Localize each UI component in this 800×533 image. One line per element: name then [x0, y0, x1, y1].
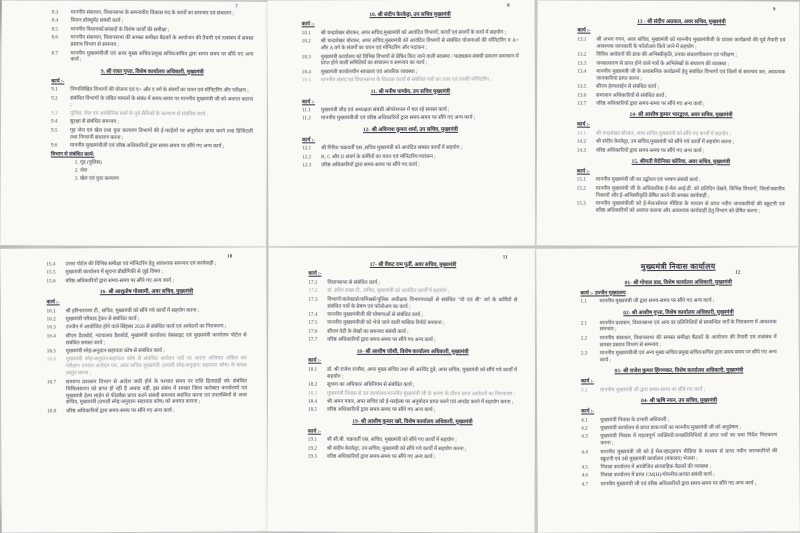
work-item — [46, 260, 246, 268]
item-number: 10.4 — [301, 69, 311, 76]
item-number: 16.2 — [46, 316, 56, 323]
item-number: 4.5 — [581, 464, 588, 471]
work-item — [51, 87, 253, 95]
works-label: कार्य :- — [308, 271, 322, 278]
item-text: मुख्यमंत्री कार्यालय में सूचना प्रौद्योगिकी से जुड़े विषय ; — [65, 269, 163, 276]
item-number: 15.4 — [46, 261, 56, 268]
works-label: कार्य :- — [576, 168, 590, 175]
item-text: वरिष्ठ अधिकारियों द्वारा समय-समय पर सौंपे गए अन्य कार्य ; — [326, 407, 436, 414]
work-item — [577, 147, 785, 155]
item-number: 13.4 — [577, 68, 587, 75]
work-item — [47, 307, 247, 315]
item-number: 18.2 — [308, 381, 318, 388]
work-item — [51, 119, 253, 127]
work-item — [308, 399, 517, 407]
works-label: कार्य :- — [308, 358, 322, 365]
item-text: माननीय मुख्यमंत्री जी के अधिकारिक ई-मेल आई.डी. को प्रतिदिन देखने, विभिन्न विभागों, जिलों/स्थानीय निकायों और ई-अभिस्वीकृति प्रेषित करने की समस्त कार्यवाही ; — [595, 185, 785, 199]
item-text: जनसाधारण से प्राप्त होने वाले पत्रों के अभिलेखों के संधारण की व्यवस्था ; — [596, 60, 730, 67]
item-number: 16.8 — [47, 408, 57, 415]
work-item — [577, 60, 785, 68]
work-item — [308, 337, 517, 345]
section-heading: 13 - श्री संदीप अग्रवाल, अवर सचिव, मुख्यमंत्री — [637, 18, 726, 25]
item-number: 15.3 — [576, 200, 586, 207]
item-text: मुख्यमंत्री निवास के प्रभारी अधिकारी ; — [600, 416, 670, 423]
item-text: माननीय मुख्यमंत्रीजी को भेजे जाने वाली मासिक रिपोर्ट बनवाना ; — [327, 320, 445, 327]
page-content — [537, 0, 800, 215]
work-item — [308, 279, 517, 287]
page-content — [268, 0, 536, 169]
work-item — [577, 101, 785, 109]
item-number: 8.3 — [51, 9, 59, 16]
item-number: 14.3 — [576, 147, 586, 154]
item-text: मुख्यमंत्री परिवाद ट्रेकर से संबंधित कार्य ; — [65, 315, 140, 323]
works-label: कार्य :- — [302, 136, 316, 144]
item-number: 4.7 — [581, 481, 589, 488]
work-item — [581, 448, 777, 463]
department-list-item: 1. गृह (पुलिस) — [74, 159, 102, 167]
work-item — [308, 437, 517, 445]
work-item — [302, 77, 519, 85]
works-label: कार्य :- — [580, 378, 595, 385]
work-item — [308, 407, 517, 415]
page-content — [1, 0, 268, 184]
work-item — [302, 115, 519, 123]
item-number: 18.1 — [308, 366, 318, 373]
item-text: विधानसभा से संबंधित कार्य ; — [327, 279, 380, 286]
item-text: माननीय मुख्यमंत्रीजी एवं वरिष्ठ अधिकारियों द्वारा समय-समय पर सौंपे गए अन्य कार्य ; — [320, 115, 476, 122]
page-number: 8 — [507, 3, 510, 9]
item-number: 8.7 — [51, 50, 58, 57]
work-item — [308, 390, 517, 398]
item-number: 4.2 — [581, 425, 588, 432]
works-label: कार्य :- — [301, 21, 315, 28]
item-text: डॉ. हरीश सखा टी., सचिव, मुख्यमंत्री को आवंटित कार्यों में सहयोग ; — [327, 287, 450, 295]
item-number: 17.1 — [308, 279, 318, 286]
item-number: 15.6 — [46, 278, 56, 285]
item-number: 18.3 — [307, 390, 318, 397]
item-text: मुख्यमंत्री कार्यालयीन स्वच्छता एवं आंतरिक व्यवस्था ; — [320, 68, 418, 76]
item-number: 16.5 — [46, 348, 56, 355]
item-number: 19.2 — [307, 445, 317, 452]
work-item — [302, 68, 519, 76]
work-item — [581, 424, 777, 432]
section-heading: 18- श्री आशीष जोशी, विशेष कार्यालय अधिकारी, मुख्यमंत्री — [356, 348, 469, 355]
item-number: 9.4 — [50, 118, 58, 125]
item-number: 4.1 — [581, 416, 588, 424]
work-item — [580, 298, 776, 306]
item-text: गृह जेल एवं खेल तथा युवा कल्याण विभागों की ई-फाईलों पर अनुमोदन प्राप्त करने तथा डिजिटली तथा निगरानी संधारण करना ; — [69, 127, 253, 141]
section-heading: 10. श्री संदीप केरकेट्टा, उप सचिव मुख्यमंत्री — [369, 11, 451, 18]
work-item — [51, 35, 253, 50]
item-number: 9.5 — [50, 127, 58, 134]
work-item — [581, 386, 777, 394]
item-text: मुख्यमंत्री स्नेह/अनुदान/सहायता कोष से संबंधित आवेदन पत्रों पर अपना अभिमत अंकित कर परीक्षण उपरांत आवेदन पत्र, अवर सचिव मुख्यमंत्री (प्रभारी स्नेह/अनुदान/ सहायता कोष) के समक्ष प्रस्तुत करना ; — [65, 355, 247, 377]
work-item — [52, 26, 254, 34]
page-number: 9 — [772, 7, 776, 13]
item-number: 19.3 — [307, 453, 317, 460]
item-text: विभागों/कलेक्टर्स/कमिश्नर्स/पुलिस अधीक्षक विभागाध्यक्षों से संबंधित "यो एवं बी" वर्ग के कर्मियों से संबंधित पत्रों के प्रेषण एवं फॉलोअप का कार्य ; — [327, 296, 518, 310]
item-number: 18.5 — [307, 407, 318, 414]
scanned-page-8 — [268, 0, 536, 246]
item-text: मुख्यमंत्री कार्यालय से प्राप्त डाक/पत्रों का माननीय मुख्यमंत्री जी को अनुप्रेषण ; — [600, 424, 742, 432]
item-text: निवास कार्यालय में प्राप्त CM(H)/गोपनीय/अत्यंत संबंधी कार्य ; — [600, 472, 715, 479]
item-text: मुख्यमंत्री स्नेह/अनुदान सहायता कोष से संबंधित कार्य ; — [65, 347, 165, 355]
section-heading: 04- श्री ऋषि नयन, उप सचिव, मुख्यमंत्री — [641, 397, 718, 405]
item-number: 17.4 — [308, 311, 318, 318]
item-text: माननीय मुख्यमंत्री जी एवं वरिष्ठ अधिकारियों द्वारा समय-समय पर सौंपे गए अन्य कार्य ; — [600, 480, 757, 488]
work-item — [47, 332, 247, 347]
work-item — [577, 84, 785, 92]
item-number: 19.1 — [307, 436, 317, 443]
item-number: 16.4 — [46, 333, 56, 340]
work-item — [47, 378, 247, 407]
page-content — [268, 248, 536, 462]
item-number: 10.2 — [301, 38, 311, 45]
work-item — [581, 433, 777, 448]
scanned-page-10 — [0, 247, 267, 532]
work-item — [582, 480, 778, 488]
item-text: वरिष्ठ अधिकारियों द्वारा समय-समय पर सौंपे गए अन्य कार्य ; — [595, 147, 705, 154]
work-item — [302, 153, 519, 161]
work-item — [577, 69, 785, 84]
section-heading: 9. श्री रजत गुप्ता, विशेष कार्यालय अधिकारी, मुख्यमंत्री — [100, 68, 204, 76]
work-item — [302, 38, 519, 53]
section-heading: 03- श्री राजेश कुमार हिंगणकर, विशेष कार्यालय अधिकारी, मुख्यमंत्री — [614, 368, 744, 375]
item-number: 2.2 — [580, 335, 588, 342]
work-item — [47, 324, 247, 332]
works-label: कार्य :- — [576, 121, 591, 129]
item-number: 16.1 — [46, 307, 56, 314]
works-label: कार्य :- — [307, 428, 321, 435]
works-label: कार्य :- उज्जैन मुख्यालय — [580, 290, 626, 297]
item-number: 13.6 — [577, 92, 587, 99]
item-number: 14.1 — [576, 130, 587, 137]
section-heading: 02- श्री आशीष गुप्ता, विशेष कार्यालय अधिकारी, मुख्यमंत्री — [623, 309, 734, 316]
item-text: श्री चन्द्रशेखर बोरकर, अपर सचिव,मुख्यमंत्री को आवंटित विभागों, कार्यों एवं संवर्गों के कार्य में सहयोग ; — [320, 29, 507, 37]
item-number: 16.6 — [46, 356, 56, 363]
item-number: 14.2 — [576, 138, 587, 145]
item-text: वरिष्ठ अधिकारियों द्वारा समय-समय पर सौंपे गए अन्य कार्य ; — [326, 453, 436, 461]
item-text: माननीय मुख्यमंत्रीजी की घोषणाओं से संबंधित कार्य ; — [327, 311, 423, 319]
work-item — [577, 36, 785, 51]
work-item — [52, 9, 254, 17]
item-text: सामान्य प्रशासन विभाग से आदेश जारी होने के पश्चात समय पर राशि हितग्राही को/ संबंधित चिकित्सालय को प्राप्त हो रही है अथवा नहीं, इस संबंध में समस्त जिला कलेक्टर कार्यालयों एवं मुख्यमंत्री हेल्प लाईन से फीडबैक प्राप्त करने संबंधी समन्वय स्थापित करना एवं उपलब्धियों से अवर सचिव, मुख्यमंत्री (प्रभारी स्नेह/अनुदान/ सहायता कोष) को अवगत कराना ; — [65, 378, 248, 406]
scanned-page-7 — [0, 0, 267, 247]
item-number: 12.1 — [302, 145, 312, 152]
work-item — [308, 454, 517, 462]
item-number: 17.5 — [308, 320, 318, 327]
work-item — [308, 288, 517, 296]
item-text: श्री चन्द्रशेखर बोरकर, अपर सचिव,मुख्यमंत्री को सौंपे गए कार्यों में सहयोग ; — [595, 130, 732, 138]
section-heading: 12- श्री अविनाश कुमार शर्मा, उप सचिव, मुख्यमंत्री — [363, 126, 458, 133]
section-heading: 19- श्री आशीष कुमार खरे, विशेष कार्यालय अधिकारी, मुख्यमंत्री — [352, 418, 473, 426]
item-text: माननीय विधायकों/सांसदों के विशेष कार्यों की समीक्षा ; — [70, 26, 170, 34]
item-text: माननीय संसाधन, विधानसभा की समस्त समीक्षा बैठकों के आयोजन की तैयारी एवं तत्संबंध में समस्त प्रस्ताव विभाग से समन्वय ; — [599, 334, 777, 349]
item-number: 2.3 — [580, 350, 588, 357]
item-number: 10.3 — [301, 53, 311, 60]
item-text: श्री अमन पवार, अपर सचिव को ई-फाईल्स पर अनुमोदन प्राप्त करने एवं अपडेट करने में सहयोग करना ; — [326, 398, 514, 406]
work-item — [581, 349, 777, 364]
page-content — [536, 247, 799, 488]
item-text: मुख्यमंत्री लीड एवं अध्यक्षता संबंधी ऑपरेशनल में चल रहे समस्त कार्य ; — [320, 106, 450, 114]
item-text: डॉ. श्री राजेश राजौरा, अपर मुख्य सचिव तथा श्री अरविंद दुबे, अपर सचिव, मुख्यमंत्री को सौंपे गये कार्यों में सहयोग ; — [327, 366, 518, 380]
work-item — [47, 347, 247, 355]
item-text: सुरक्षा से संबंधित समन्वय ; — [69, 118, 119, 126]
item-text: माननीय संसाधन, विधानसभा की समस्त समीक्षा बैठकों के आयोजन की तैयारी एवं तत्संबंध में समस्त प्रस्ताव विभाग से समन्वय ; — [70, 34, 254, 49]
work-item — [581, 334, 777, 349]
item-number: 13.3 — [577, 60, 587, 67]
item-text: माननीय मुख्यमंत्री जी के प्रशासनिक कार्यक्रमों हेतु संबंधित विभागों एवं जिलों से समन्वय कर, आवश्यक जानकारियां प्राप्त करना ; — [596, 68, 786, 82]
item-text: संबंधित विभागों के लंबित मामलों के संबंध में समय-समय पर माननीय मुख्यमंत्री जी को अवगत कराना ; — [70, 95, 254, 109]
work-item — [577, 52, 785, 60]
item-text: विजन डॉक्यूमेंट संबंधी कार्य ; — [70, 18, 124, 25]
work-item — [52, 18, 254, 26]
item-text: निम्नलिखित विभागों की योजना एवं ए+ और ए वर्ग के संवर्गों का चयन एवं मॉनिटरिंग और परीक्षण ; — [70, 86, 249, 94]
section-heading: 17- श्री वेंकट राम पूर्ती, अवर सचिव, मुख्यमंत्री — [369, 261, 457, 268]
item-number: 18.4 — [307, 398, 318, 405]
item-text: B, C और D संवर्ग के कर्मियों का चयन एवं मॉनिटरिंग/पदांकन ; — [321, 153, 436, 160]
work-item — [581, 319, 777, 334]
item-number: 8.4 — [51, 17, 59, 24]
item-number: 9.2 — [51, 95, 58, 102]
work-item — [577, 177, 785, 185]
item-number: 17.6 — [308, 328, 318, 335]
work-item — [46, 277, 246, 285]
works-label: कार्य :- — [577, 28, 591, 35]
scanned-page-9 — [536, 0, 799, 246]
work-item — [51, 110, 253, 118]
item-text: माननीय प्रशासन, विधानसभा एवं अन्य वर प्रतिनिधियों से सम्बन्धित वर्गों के निराकरण में आवश्यक समन्वय ; — [599, 318, 777, 333]
works-label: कार्य :- — [51, 78, 65, 85]
item-number: 16.7 — [46, 379, 57, 386]
item-text: पुलिस, जेल एवं अर्धसैनिक बलों के पूर्व सैनिकों के कल्याण से संबंधित कार्य ; — [70, 110, 208, 118]
item-text: वरिष्ठ अधिकारियों द्वारा समय-समय पर सौंपे गए अन्य कार्य ; — [66, 407, 175, 415]
item-text: श्री अभय गगन, अवर सचिव, मुख्यमंत्री को माननीय मुख्यमंत्रीजी के प्रवास कार्यक्रमों की पूर्व तैयारी एवं आवश्यक जानकारी के फॉलोअप किये जाने में सहयोग ; — [596, 36, 786, 50]
work-item — [308, 445, 517, 453]
item-text: वरिष्ठ अधिकारियों द्वारा समय-समय पर सौंपे गए कार्य ; — [321, 161, 420, 169]
item-text: विविध आवेदनों की डाक की अभिस्वीकृति, उनका संधारणीकरण एवं परीक्षण ; — [596, 51, 737, 59]
page-number: 7 — [235, 4, 238, 10]
item-text: उत्तरा पोर्टल की विभिन्न समीक्षा एवं मॉनिटरिंग हेतु आवश्यक समन्वय एवं कार्यवाही ; — [65, 260, 217, 268]
item-number: 2.1 — [580, 320, 588, 327]
item-number: 4.3 — [581, 433, 588, 440]
item-number: 9.6 — [50, 142, 58, 149]
work-item — [577, 201, 785, 216]
work-item — [308, 382, 517, 390]
section-heading: 14- श्री आशीष कुमार भारद्वाज, अवर सचिव, मुख्यमंत्री — [629, 112, 733, 119]
item-text: माननीय मुख्यमंत्री जी द्वारा समय-समय पर सौंपे गए अन्य कार्य ; — [599, 297, 715, 305]
item-text: वरिष्ठ अधिकारियों द्वारा समय-समय पर सौंपे गए अन्य कार्य ; — [596, 100, 705, 108]
item-number: 13.2 — [577, 51, 587, 58]
work-item — [577, 92, 785, 100]
item-number: 17.3 — [308, 296, 318, 303]
work-item — [51, 142, 253, 150]
work-item — [47, 315, 247, 323]
item-number: 17.7 — [308, 336, 318, 343]
item-number: 15.2 — [576, 185, 586, 192]
item-text: श्री गिरिश चक्रवर्ती एस.,सचिव मुख्यमंत्री को आवंटित समस्त कार्यों में सहयोग ; — [321, 144, 463, 152]
item-text: माननीय संसाधन, विधानसभा के समन्वयीय विकास मद के कार्यों का समन्वय एवं संचालन ; — [70, 9, 235, 17]
works-label: कार्य :- — [46, 299, 60, 306]
item-text: उज्जैन में आयोजित होने वाले सिंहस्थ 2028 से संबंधित कार्य एवं आवेदनों का निराकरण ; — [65, 323, 227, 331]
department-list-item: 2. जेल — [74, 167, 88, 174]
item-number: 8.5 — [51, 26, 59, 33]
item-text: माननीय मुख्यमंत्री जी का उद्बोधन एवं भाषण संबंधी कार्य ; — [595, 176, 701, 184]
item-number: 12.3 — [302, 162, 312, 169]
work-item — [51, 95, 253, 110]
item-number: 13.5 — [577, 83, 587, 90]
item-number: 10.1 — [301, 30, 311, 37]
item-number: 15.5 — [46, 269, 56, 276]
item-text: श्री संदीप केरकेट्टा, उप सचिव,मुख्यमंत्री को सौंपे गये कार्यों में सहयोग करना ; — [595, 138, 735, 146]
work-item — [581, 416, 777, 424]
item-text: समाधान अधिकारियों से संबंधित कार्य ; — [596, 92, 667, 99]
item-number: 13.7 — [577, 100, 587, 107]
work-item — [581, 463, 777, 471]
work-item — [308, 367, 517, 382]
work-item — [51, 50, 253, 65]
item-text: श्री हरिनारायण टी., सचिव, मुख्यमंत्री को सौंपे गये कार्यों में सहयोग करना ; — [65, 307, 200, 314]
item-number: 12.2 — [302, 153, 312, 160]
work-item — [577, 139, 785, 147]
item-text: माननीय मुख्यमंत्रीजी एवं अपर मुख्य सचिव/प्रमुख सचिव/सचिव द्वारा समय समय पर सौंपे गए अन्य कार्य ; — [70, 50, 254, 64]
item-number: 16.3 — [46, 324, 56, 331]
work-item — [308, 328, 517, 336]
item-text: मुख्यमंत्री कार्यालय को विभिन्न विभागों से प्रेषित किए जाने वाली स्वास्थ्य / पाठ्यक्रम संबंधी प्रकरण समाधान में प्राप्त होने वाली समितियों का संचालन व समन्वय का कार्य ; — [320, 53, 519, 67]
item-number: 3.1 — [580, 387, 588, 394]
item-number: 10.5 — [301, 77, 311, 84]
page-content — [0, 247, 267, 415]
section-heading: 11. श्री मनीष पाण्डेय, उप सचिव मुख्यमंत्री — [370, 88, 451, 95]
item-text: मुख्यमंत्री निवास से उप कार्यालय/माननीय मुख्यमंत्री जी के भ्रमण के दौरान प्राप्त आवेदनों का निराकरण ; — [326, 390, 516, 397]
work-item — [308, 312, 517, 320]
work-item — [577, 130, 785, 138]
item-text: सीएम हेल्पलाईन से संबंधित कार्य ; — [596, 83, 659, 91]
item-text: श्री चन्द्रशेखर बोरकर, अपर सचिव,मुख्यमंत्री को आवंटित विभागों से संबंधित योजनाओं की मॉनिटरिंग व A+ और A वर्ग के संवर्गों का चयन एवं मॉनिटरिंग और पदांकन ; — [320, 37, 519, 52]
item-text: माननीय मुख्यमंत्री जी को ई मेल/व्हाट्सएप मीडिया के माध्यम से प्राप्त नवीन जानकारियों की स्क्रूटनी एवं उसे मुख्यमंत्री कार्यालय (मंत्रालय) भेजना ; — [600, 447, 778, 462]
item-number: 13.1 — [577, 36, 587, 43]
item-number: 1.1 — [580, 298, 587, 305]
item-text: माननीय मुख्यमंत्री जी द्वारा समय-समय पर सौंपे गए कार्य ; — [599, 386, 706, 394]
section-heading: 15. श्रीमती वेरोनिका कोरिया, अवर सचिव, मुख्यमंत्री — [631, 158, 731, 166]
work-item — [308, 320, 517, 328]
scanned-page-11 — [268, 248, 536, 533]
item-text: श्री संदीप केरकेट्टा, उप सचिव, मुख्यमंत्री को सौंपे गये कार्यों में सहयोग करना ; — [326, 445, 467, 452]
page-number: 12 — [735, 270, 741, 276]
section-heading: 16- श्री आशुतोष गोस्वामी, अवर सचिव, मुख्यमंत्री — [99, 288, 194, 296]
item-text: श्री सी.बी. चक्रवर्ती एस, सचिव, मुख्यमंत्री को सौंपे गए कार्यों में सहयोग ; — [326, 436, 457, 444]
work-item — [302, 145, 519, 153]
work-item — [302, 161, 519, 169]
item-text: वरिष्ठ अधिकारियों द्वारा समय-समय पर सौंपे गए अन्य कार्य ; — [327, 336, 436, 344]
item-number: 11.1 — [301, 107, 311, 114]
item-number: 4.6 — [581, 472, 589, 479]
work-item — [577, 185, 785, 200]
item-number: 15.1 — [576, 176, 586, 183]
page-title: मुख्यमंत्री निवास कार्यालय — [640, 261, 716, 272]
item-number: 11.2 — [301, 115, 311, 122]
item-text: माननीय मुख्यमंत्रीजी एवं वरिष्ठ अधिकारियों द्वारा समय-समय पर सौंपे गए अन्य कार्य ; — [69, 142, 225, 150]
page-number: 10 — [227, 254, 233, 260]
item-number: 9.3 — [51, 110, 58, 117]
item-text: वरिष्ठ अधिकारियों द्वारा समय-समय पर सौंपे गए अन्य कार्य ; — [65, 277, 174, 285]
work-item — [47, 356, 247, 378]
item-text: निवास कार्यालय में आयोजित साप्ताहिक बैठकों की व्यवस्था ; — [600, 463, 712, 471]
works-label: कार्य :- — [301, 98, 316, 105]
item-text: सूचना का अधिकार अधिनियम से संबंधित कार्य ; — [327, 381, 415, 389]
work-item — [302, 107, 519, 115]
item-number: 9.1 — [51, 86, 58, 93]
work-item — [302, 53, 519, 68]
item-text: माननीय मुख्यमंत्रीजी को ई-मेल/सोशल मीडिया के माध्यम से प्राप्त नवीन जानकारियों की स्क्रूटनी एवं वरिष्ठ अधिकारियों को अवगत कराना और आवश्यक कार्यवाही हेतु विभाग को प्रेषित करना ; — [595, 200, 785, 215]
work-item — [582, 472, 778, 480]
department-list-item: 3. खेल एवं युवा कल्याण — [74, 175, 119, 183]
item-text: मुख्यमंत्री निवास में महत्वपूर्ण व्यक्तियों/जनप्रतिनिधियों से प्राप्त पत्रों का यथा निर्देश निराकरण करना ; — [600, 432, 778, 447]
item-text: सीएम डैशबोर्ड, न्यायालय डैशबोर्ड, मुख्यमंत्री कार्यालय वेबसाइट एवं मुख्यमंत्री कार्यालय पोर्टल से संबंधित समस्त कार्य ; — [65, 332, 247, 347]
item-number: 4.4 — [581, 449, 588, 456]
item-text: माननीय मुख्यमंत्रीजी एवं अन्य मुख्य सचिव/प्रमुख सचिव/सचिव द्वारा समय समय पर सौंपे गए अन्य कार्य ; — [599, 349, 777, 364]
work-item — [47, 407, 247, 415]
work-item — [308, 296, 517, 311]
work-item — [302, 29, 519, 37]
work-item — [46, 269, 246, 277]
related-departments-label: विभाग से संबंधित कार्य: — [50, 151, 95, 159]
section-heading: 01- श्री गोपाल डाड, विशेष कार्यालय अधिकारी, मुख्यमंत्री — [624, 279, 733, 287]
page-number: 11 — [502, 255, 508, 261]
item-text: सीएम पेटी के लेखों का समन्वय संबंधी कार्य ; — [327, 328, 409, 335]
works-label: कार्य :- — [581, 408, 595, 415]
item-text: माननीय संसद एवं विधानसभा के विकास कार्यों से संबंधित पत्रों का उत्तर एवं उनकी मॉनिटरिंग ; — [320, 76, 492, 84]
item-number: 17.2 — [308, 287, 318, 294]
scanned-page-12 — [536, 247, 800, 533]
work-item — [51, 127, 253, 142]
item-number: 8.6 — [51, 34, 59, 41]
